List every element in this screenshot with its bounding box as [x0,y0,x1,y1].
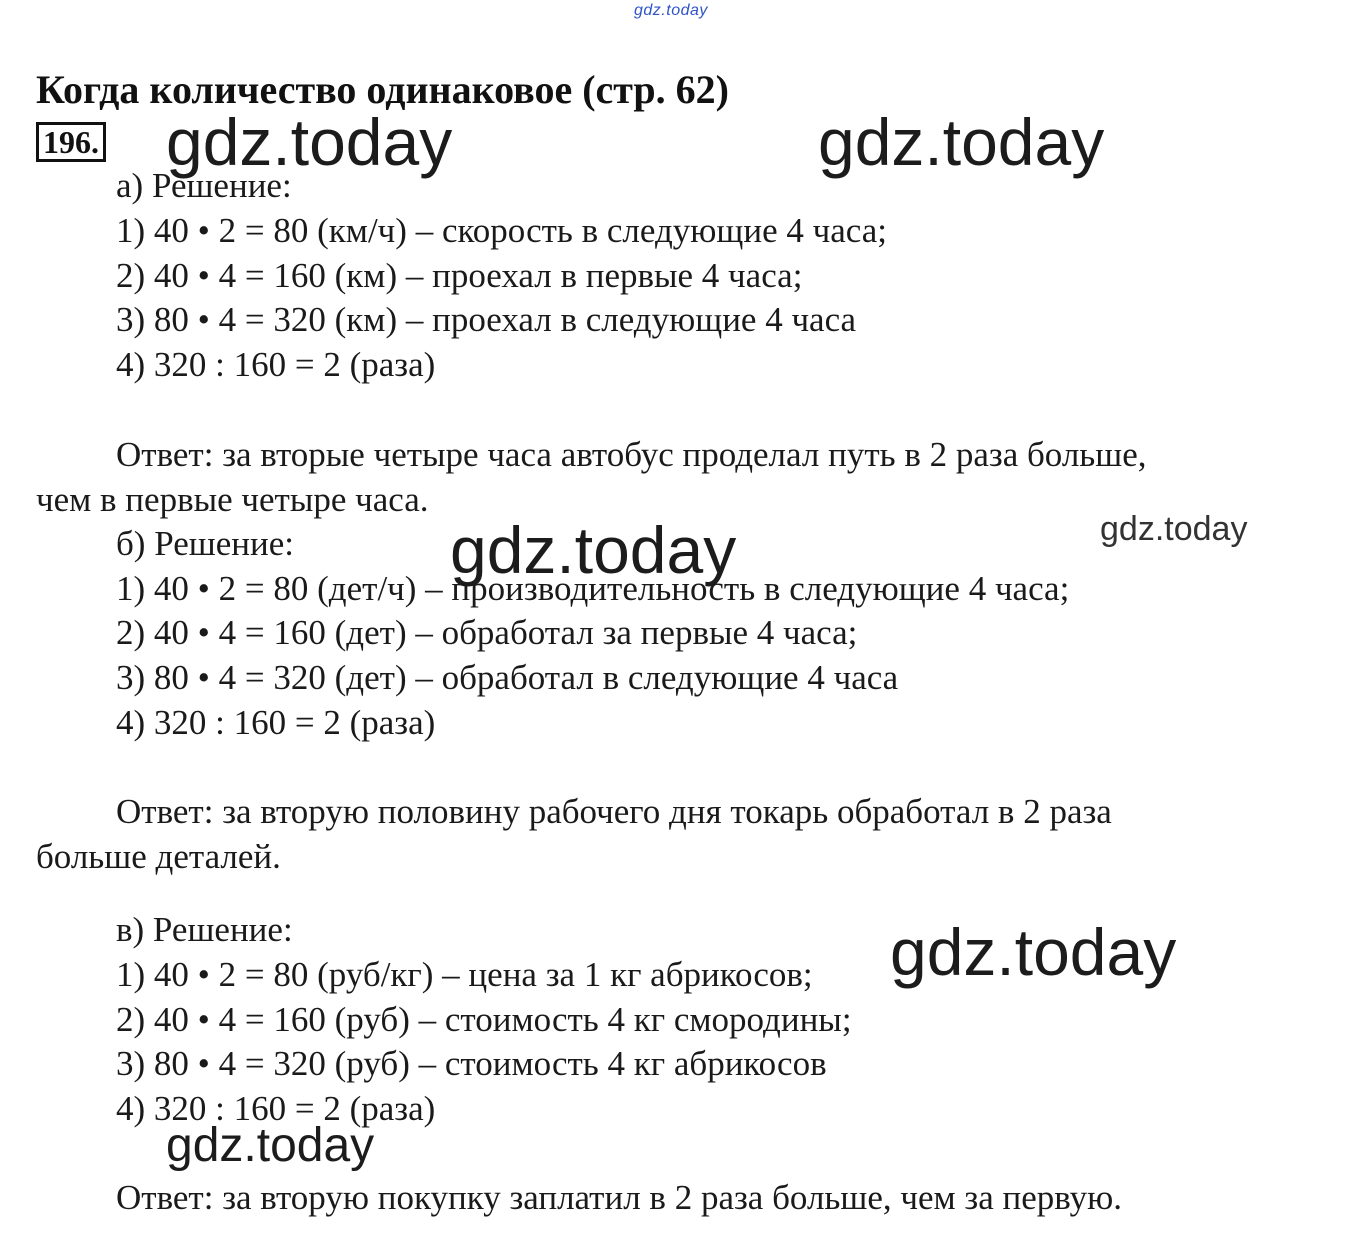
part-c-step: 4) 320 : 160 = 2 (раза) [116,1089,436,1128]
part-b-heading: б) Решение: [116,524,294,563]
part-c-answer: Ответ: за вторую покупку заплатил в 2 раза больше, чем за первую. [116,1178,1122,1217]
watermark: gdz.today [166,105,453,179]
part-b-step: 4) 320 : 160 = 2 (раза) [116,703,436,742]
part-b-answer-cont: больше деталей. [36,837,281,876]
watermark: gdz.today [818,105,1105,179]
part-a-step: 3) 80 • 4 = 320 (км) – проехал в следующие 4 часа [116,300,857,339]
part-a-heading: а) Решение: [116,166,292,205]
part-a-step: 2) 40 • 4 = 160 (км) – проехал в первые 4 часа; [116,256,803,295]
part-a-step: 4) 320 : 160 = 2 (раза) [116,345,436,384]
part-b-answer: Ответ: за вторую половину рабочего дня токарь обработал в 2 раза [116,792,1112,831]
part-c-step: 1) 40 • 2 = 80 (руб/кг) – цена за 1 кг абрикосов; [116,955,813,994]
part-a-answer-cont: чем в первые четыре часа. [36,480,429,519]
watermark: gdz.today [166,1119,375,1172]
part-a-step: 1) 40 • 2 = 80 (км/ч) – скорость в следующие 4 часа; [116,211,887,250]
part-b-step: 3) 80 • 4 = 320 (дет) – обработал в следующие 4 часа [116,658,899,697]
watermark: gdz.today [450,513,737,587]
exercise-number: 196. [36,122,106,162]
part-c-heading: в) Решение: [116,910,293,949]
top-watermark: gdz.today [634,2,708,19]
watermark: gdz.today [1100,510,1248,548]
part-a-answer: Ответ: за вторые четыре часа автобус проделал путь в 2 раза больше, [116,435,1147,474]
part-c-step: 3) 80 • 4 = 320 (руб) – стоимость 4 кг абрикосов [116,1044,827,1083]
part-b-step: 2) 40 • 4 = 160 (дет) – обработал за первые 4 часа; [116,613,858,652]
page-title: Когда количество одинаковое (стр. 62) [36,67,729,112]
watermark: gdz.today [890,915,1177,989]
part-c-step: 2) 40 • 4 = 160 (руб) – стоимость 4 кг смородины; [116,1000,852,1039]
part-b-step: 1) 40 • 2 = 80 (дет/ч) – производительность в следующие 4 часа; [116,569,1070,608]
